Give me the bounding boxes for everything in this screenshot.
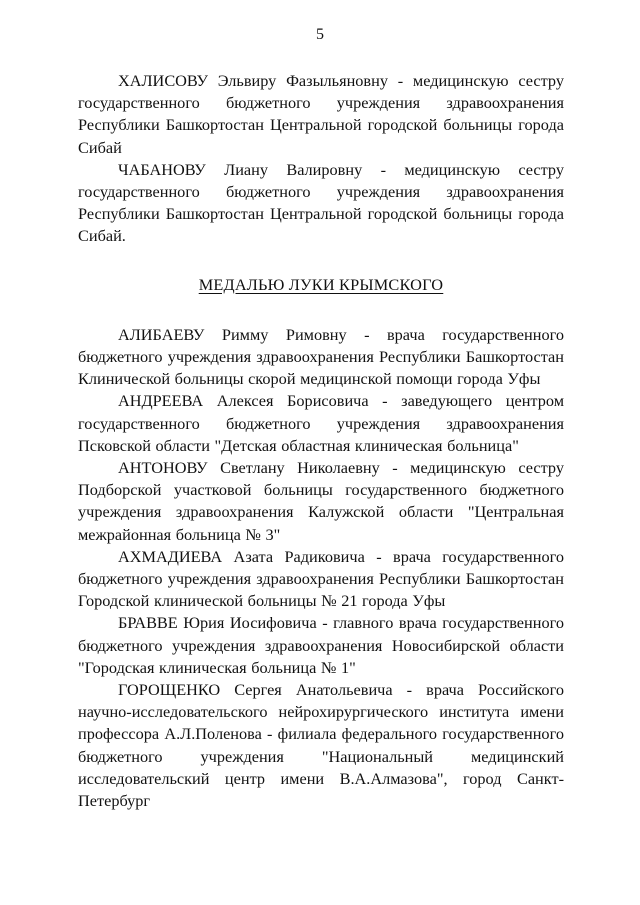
award-entry-akhmadiev: АХМАДИЕВА Азата Радиковича - врача государственного бюджетного учреждения здравоохранения Республики Башкортостан Городской клинической больницы № 21 города Уфы: [78, 546, 564, 611]
award-entry-bravve: БРАВВЕ Юрия Иосифовича - главного врача государственного бюджетного учреждения здравоохранения Новосибирской области "Городская клиническая больница № 1": [78, 613, 564, 677]
award-entry-goroshchenko: ГОРОЩЕНКО Сергея Анатольевича - врача Российского научно-исследовательского нейрохирургического института имени профессора А.Л.Поленова - филиала федерального государственного бюджетного учреждения "Национальный медицинский исследовательский центр имени В.А.Алмазова", город Санкт-Петербург: [78, 680, 564, 811]
document-body: [78, 70, 564, 812]
section-heading-medal-luka-krymsky: МЕДАЛЬЮ ЛУКИ КРЫМСКОГО: [198, 274, 444, 294]
award-entry-khalisova: ХАЛИСОВУ Эльвиру Фазыльяновну - медицинскую сестру государственного бюджетного учреждения здравоохранения Республики Башкортостан Центральной городской больницы города Сибай: [78, 71, 564, 157]
award-entry-andreev: АНДРЕЕВА Алексея Борисовича - заведующего центром государственного бюджетного учреждения здравоохранения Псковской области "Детская областная клиническая больница": [78, 391, 564, 455]
award-entry-antonova: АНТОНОВУ Светлану Николаевну - медицинскую сестру Подборской участковой больницы государственного бюджетного учреждения здравоохранения Калужской области "Центральная межрайонная больница № 3": [78, 458, 564, 544]
page-number: 5: [316, 26, 324, 43]
award-entry-alibaeva: АЛИБАЕВУ Римму Римовну - врача государственного бюджетного учреждения здравоохранения Республики Башкортостан Клинической больницы скорой медицинской помощи города Уфы: [78, 324, 564, 389]
award-entry-chabanova: ЧАБАНОВУ Лиану Валировну - медицинскую сестру государственного бюджетного учреждения здравоохранения Республики Башкортостан Центральной городской больницы города Сибай.: [78, 159, 564, 246]
